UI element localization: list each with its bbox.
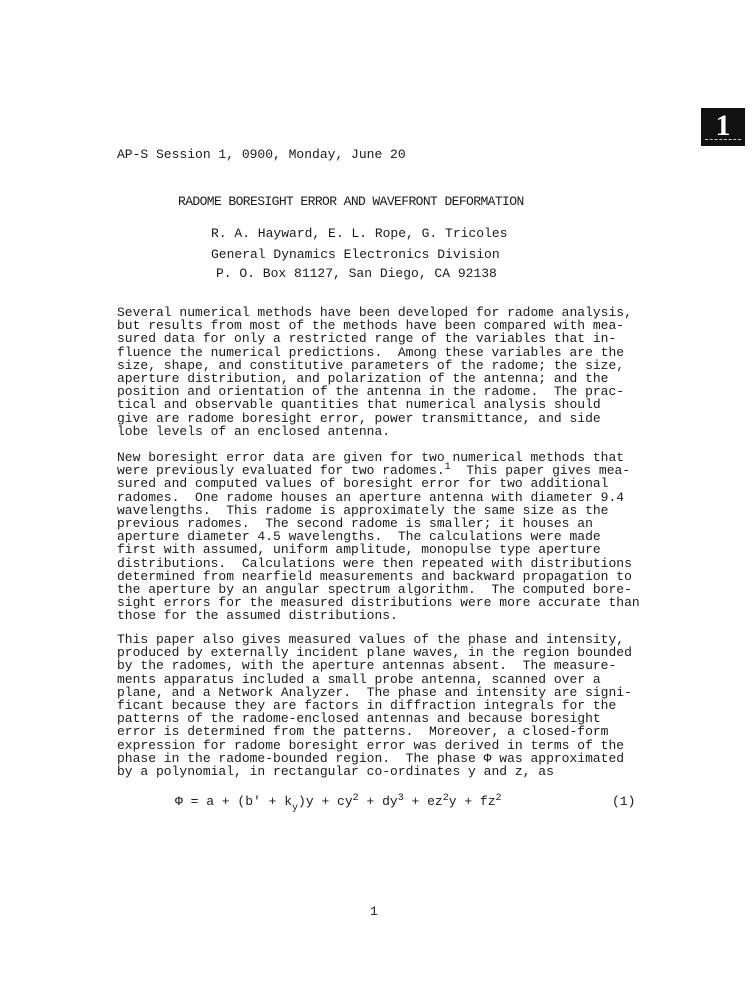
text-line xyxy=(117,609,640,622)
line-text: patterns of the radome-enclosed antennas and because boresight xyxy=(117,711,601,727)
line-text: previous radomes. The second radome is smaller; it houses an xyxy=(117,515,593,531)
line-text: distributions. Calculations were then repeated with distributions xyxy=(117,555,632,571)
line-text: plane, and a Network Analyzer. The phase and intensity are signi- xyxy=(117,684,632,700)
text-line xyxy=(117,425,632,438)
line-text: position and orientation of the antenna in the radome. The prac- xyxy=(117,384,625,400)
footnote-reference: 1 xyxy=(444,462,451,474)
line-text: give are radome boresight error, power transmittance, and side xyxy=(117,410,601,426)
line-text: first with assumed, uniform amplitude, monopulse type aperture xyxy=(117,542,601,558)
line-text: radomes. One radome houses an aperture antenna with diameter 9.4 xyxy=(117,489,625,505)
line-text: the aperture by an angular spectrum algorithm. The computed bore- xyxy=(117,581,632,597)
paper-title: RADOME BORESIGHT ERROR AND WAVEFRONT DEFORMATION xyxy=(178,194,524,209)
line-text: produced by externally incident plane waves, in the region bounded xyxy=(117,645,632,661)
equation-number: (1) xyxy=(612,794,636,809)
section-tab-badge: 1 xyxy=(701,108,745,146)
address: P. O. Box 81127, San Diego, CA 92138 xyxy=(216,266,497,281)
line-text: those for the assumed distributions. xyxy=(117,608,398,624)
equation-1: $\Phi = a + (b' + k_y)y + cy^2 + dy^3 + ez^2y + fz^2$ xyxy=(175,793,502,814)
line-text: This paper gives mea- xyxy=(450,463,631,479)
paragraph-1 xyxy=(117,306,632,438)
line-text: sured data for only a restricted range of the variables that in- xyxy=(117,331,617,347)
line-text: This paper also gives measured values of the phase and intensity, xyxy=(117,632,625,647)
line-text: determined from nearfield measurements and backward propagation to xyxy=(117,568,632,584)
text-line xyxy=(117,765,632,778)
line-text: ficant because they are factors in diffraction integrals for the xyxy=(117,697,617,713)
line-text: error is determined from the patterns. Moreover, a closed-form xyxy=(117,724,609,740)
line-text: wavelengths. This radome is approximately the same size as the xyxy=(117,502,609,518)
line-text: sight errors for the measured distributions were more accurate than xyxy=(117,595,640,611)
line-text: aperture distribution, and polarization of the antenna; and the xyxy=(117,370,609,386)
line-text: by a polynomial, in rectangular co-ordinates y and z, as xyxy=(117,763,554,779)
line-text: but results from most of the methods have been compared with mea- xyxy=(117,318,625,334)
line-text: tical and observable quantities that numerical analysis should xyxy=(117,397,601,413)
line-text: expression for radome boresight error was derived in terms of the xyxy=(117,737,625,753)
line-text: aperture diameter 4.5 wavelengths. The calculations were made xyxy=(117,529,601,545)
line-text: sured and computed values of boresight error for two additional xyxy=(117,476,609,492)
authors: R. A. Hayward, E. L. Rope, G. Tricoles xyxy=(211,226,508,241)
line-text: New boresight error data are given for two numerical methods that xyxy=(117,450,625,465)
session-line: AP-S Session 1, 0900, Monday, June 20 xyxy=(117,147,406,162)
line-text: were previously evaluated for two radomes. xyxy=(117,463,445,479)
affiliation: General Dynamics Electronics Division xyxy=(211,247,500,262)
line-text: lobe levels of an enclosed antenna. xyxy=(117,423,391,439)
paragraph-3 xyxy=(117,633,632,778)
line-text: by the radomes, with the aperture antennas absent. The measure- xyxy=(117,658,617,674)
line-text: Several numerical methods have been developed for radome analysis, xyxy=(117,305,632,320)
paragraph-2 xyxy=(117,451,640,622)
line-text: size, shape, and constitutive parameters of the radome; the size, xyxy=(117,357,625,373)
line-text: ments apparatus included a small probe antenna, scanned over a xyxy=(117,671,601,687)
line-text: fluence the numerical predictions. Among these variables are the xyxy=(117,344,625,360)
page-number: 1 xyxy=(370,904,378,919)
line-text: phase in the radome-bounded region. The phase Φ was approximated xyxy=(117,750,625,766)
